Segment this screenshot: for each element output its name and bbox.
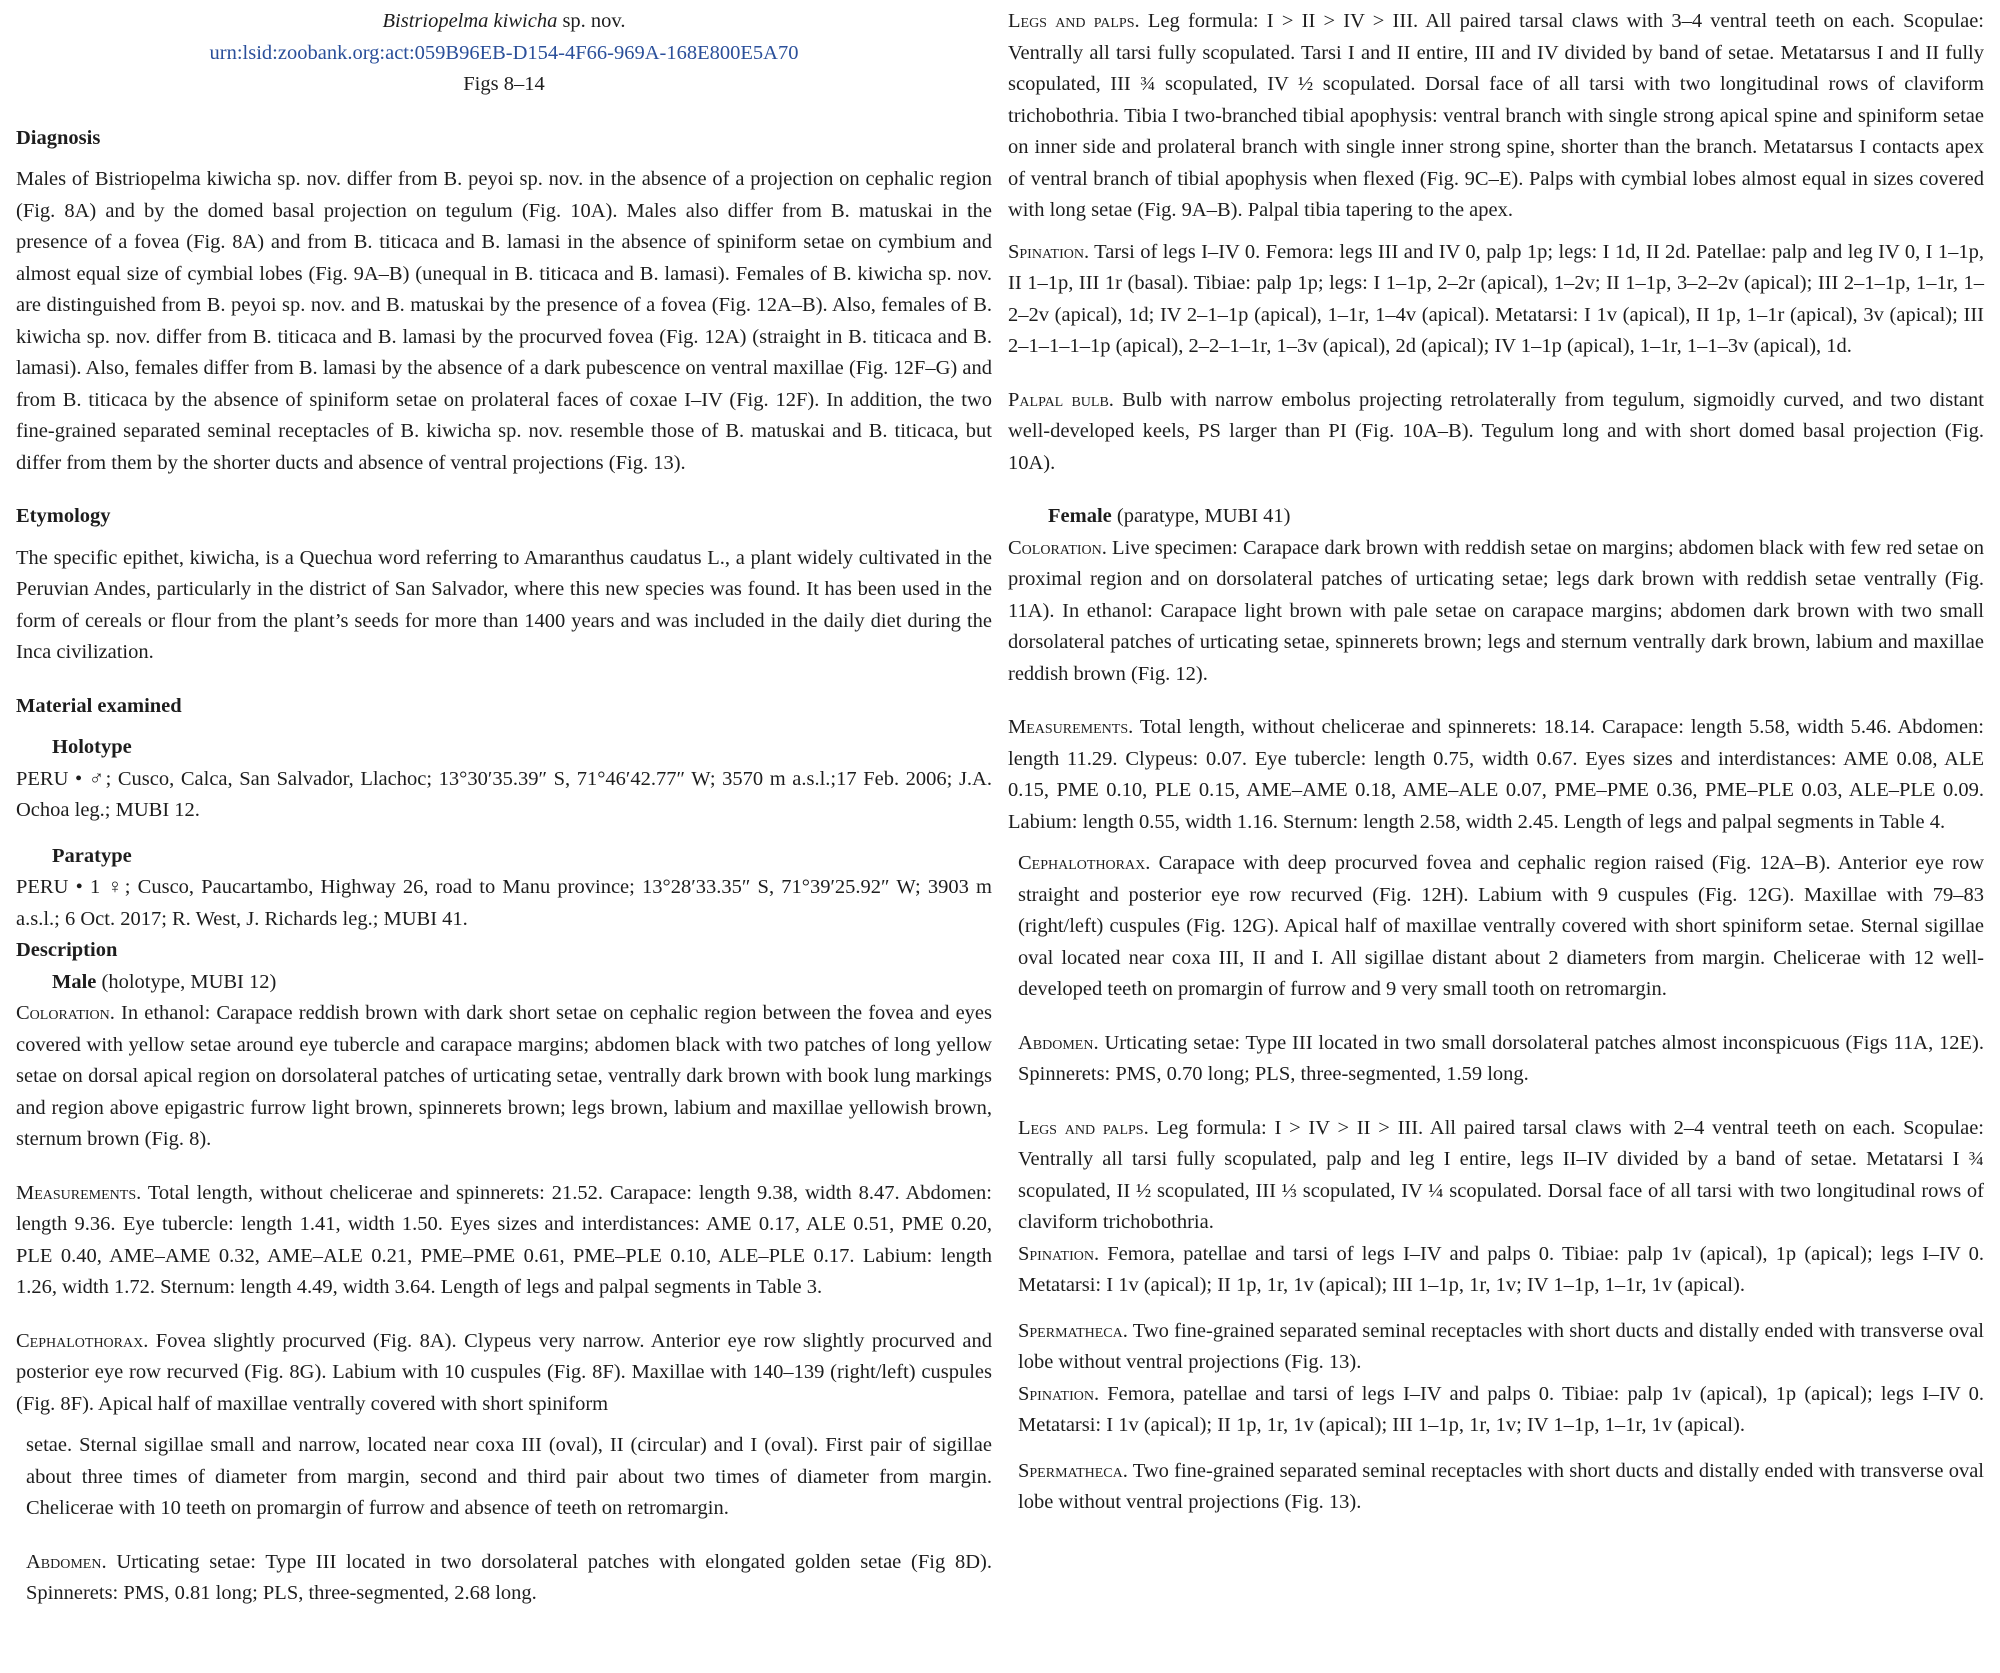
male-cephalothorax-label: Cephalothorax. — [16, 1329, 149, 1352]
male-palpal-bulb — [1008, 385, 1984, 480]
holotype-heading: Holotype — [52, 736, 132, 758]
female-spermatheca-repeat-text: Two fine-grained separated seminal receptacles with short ducts and distally ended with transverse oval lobe without ventral projections (Fig. 13). — [1018, 1459, 1984, 1513]
female-spermatheca — [1008, 1316, 1984, 1379]
female-spination-repeat-text: Femora, patellae and tarsi of legs I–IV and palps 0. Tibiae: palp 1v (apical), 1p (apical); legs I–IV 0. Metatarsi: I 1v (apical); II 1p, 1r, 1v (apical); III 1–1p, 1r, 1v; IV 1–1p, 1–1r, 1v (apical). — [1018, 1382, 1984, 1436]
female-spination-text: Femora, patellae and tarsi of legs I–IV and palps 0. Tibiae: palp 1v (apical), 1p (apical); legs I–IV 0. Metatarsi: I 1v (apical); II 1p, 1r, 1v (apical); III 1–1p, 1r, 1v; IV 1–1p, 1–1r, 1v (apical). — [1018, 1242, 1984, 1296]
male-cephalothorax-continued: setae. Sternal sigillae small and narrow, located near coxa III (oval), II (circular) and I (oval). First pair of sigillae about three times of diameter from margin, second and third pair about two times of diameter from margin. Chelicerae with 10 teeth on promargin of furrow and absence of teeth on retromargin. — [26, 1434, 992, 1519]
right-column — [1008, 6, 1984, 1519]
male-coloration — [16, 998, 992, 1156]
male-label: Male — [52, 970, 97, 993]
etymology-heading: Etymology — [16, 505, 111, 527]
female-measurements-text: Total length, without chelicerae and spinnerets: 18.14. Carapace: length 5.58, width 5.46. Abdomen: length 11.29. Clypeus: 0.07. Eye tubercle: length 0.75, width 0.67. Eyes sizes and interdistances: AME 0.08, ALE 0.15, PME 0.10, PLE 0.15, AME–AME 0.18, AME–ALE 0.07, PME–PME 0.36, PME–PLE 0.03, ALE–PLE 0.09. Labium: length 0.55, width 1.16. Sternum: length 2.58, width 2.45. Length of legs and palpal segments in Table 4. — [1008, 716, 1984, 833]
male-heading — [16, 967, 992, 999]
female-cephalothorax — [1008, 848, 1984, 1006]
female-subheading: (paratype, MUBI 41) — [1111, 505, 1291, 527]
female-coloration-text: Live specimen: Carapace dark brown with reddish setae on margins; abdomen black with few red setae on proximal region and on dorsolateral patches of urticating setae; legs dark brown with reddish setae ventrally (Fig. 11A). In ethanol: Carapace light brown with pale setae on carapace margins; abdomen dark brown with two small dorsolateral patches of urticating setae, spinnerets brown; legs and sternum ventrally dark brown, labium and maxillae reddish brown (Fig. 12). — [1008, 536, 1984, 685]
female-legs-text: Leg formula: I > IV > II > III. All paired tarsal claws with 2–4 ventral teeth on each. Scopulae: Ventrally all tarsi fully scopulated, palp and leg I entire, legs II–IV divided by a band of setae. Metatarsi I ¾ scopulated, II ½ scopulated, III ⅓ scopulated, IV ¼ scopulated. Dorsal face of all tarsi with two longitudinal rows of claviform trichobothria. — [1018, 1116, 1984, 1233]
male-spination — [1008, 237, 1984, 363]
female-heading — [1008, 501, 1984, 533]
female-spermatheca-text: Two fine-grained separated seminal receptacles with short ducts and distally ended with transverse oval lobe without ventral projections (Fig. 13). — [1018, 1319, 1984, 1373]
material-heading: Material examined — [16, 694, 182, 717]
male-coloration-label: Coloration. — [16, 1002, 115, 1024]
male-legs-label: Legs and palps. — [1008, 10, 1140, 32]
female-abdomen-text: Urticating setae: Type III located in two small dorsolateral patches almost inconspicuous (Figs 11A, 12E). Spinnerets: PMS, 0.70 long; PLS, three-segmented, 1.59 long. — [1018, 1031, 1984, 1085]
female-legs — [1008, 1113, 1984, 1239]
male-palpal-bulb-text: Bulb with narrow embolus projecting retrolaterally from tegulum, sigmoidly curved, and two distant well-developed keels, PS larger than PI (Fig. 10A–B). Tegulum long and with short domed basal projection (Fig. 10A). — [1008, 388, 1984, 474]
male-measurements-label: Measurements. — [16, 1181, 142, 1204]
female-measurements — [1008, 712, 1984, 838]
female-label: Female — [1048, 505, 1112, 527]
female-cephalothorax-text: Carapace with deep procurved fovea and cephalic region raised (Fig. 12A–B). Anterior eye row straight and posterior eye row recurved (Fig. 12H). Labium with 9 cuspules (Fig. 12G). Maxillae with 79–83 (right/left) cuspules (Fig. 12G). Apical half of maxillae ventrally covered with short spiniform setae. Sternal sigillae oval located near coxa III, II and I. All sigillae distant about 2 diameters from margin. Chelicerae with 12 well-developed teeth on promargin of furrow and 9 very small tooth on retromargin. — [1018, 852, 1984, 1000]
zoobank-urn[interactable]: urn:lsid:zoobank.org:act:059B96EB-D154-4F66-969A-168E800E5A70 — [209, 41, 799, 64]
male-measurements — [16, 1178, 992, 1304]
male-abdomen-text: Urticating setae: Type III located in two dorsolateral patches with elongated golden setae (Fig 8D). Spinnerets: PMS, 0.81 long; PLS, three-segmented, 2.68 long. — [26, 1550, 992, 1604]
etymology-text: The specific epithet, kiwicha, is a Quechua word referring to Amaranthus caudatus L., a plant widely cultivated in the Peruvian Andes, particularly in the district of San Salvador, where this new species was found. It has been used in the form of cereals or flour from the plant’s seeds for more than 1400 years and was included in the daily diet during the Inca civilization. — [16, 546, 992, 663]
figure-reference: Figs 8–14 — [463, 73, 545, 95]
paratype-heading: Paratype — [52, 844, 132, 867]
female-spination-repeat — [1008, 1379, 1984, 1442]
female-cephalothorax-label: Cephalothorax. — [1018, 852, 1151, 874]
male-legs — [1008, 6, 1984, 227]
species-title — [16, 6, 992, 38]
diagnosis-text: Males of Bistriopelma kiwicha sp. nov. differ from B. peyoi sp. nov. in the absence of a projection on cephalic region (Fig. 8A) and by the domed basal projection on tegulum (Fig. 10A). Males also differ from B. matuskai in the presence of a fovea (Fig. 8A) and from B. titicaca and B. lamasi in the absence of spiniform setae on cymbium and almost equal size of cymbial lobes (Fig. 9A–B) (unequal in B. titicaca and B. lamasi). Females of B. kiwicha sp. nov. are distinguished from B. peyoi sp. nov. and B. matuskai by the presence of a fovea (Fig. 12A–B). Also, females of B. kiwicha sp. nov. differ from B. titicaca and B. lamasi by the procurved fovea (Fig. 12A) (straight in B. titicaca and B. lamasi). Also, females differ from B. lamasi by the absence of a dark pubescence on ventral maxillae (Fig. 12F–G) and from B. titicaca by the absence of spiniform setae on prolateral faces of coxae I–IV (Fig. 12F). In addition, the two fine-grained separated seminal receptacles of B. kiwicha sp. nov. resemble those of B. matuskai and B. titicaca, but differ from them by the shorter ducts and absence of ventral projections (Fig. 13). — [16, 168, 992, 474]
male-legs-text: Leg formula: I > II > IV > III. All paired tarsal claws with 3–4 ventral teeth on each. Scopulae: Ventrally all tarsi fully scopulated. Tarsi I and II entire, III and IV divided by band of setae. Metatarsus I and II fully scopulated, III ¾ scopulated, IV ½ scopulated. Dorsal face of all tarsi with two longitudinal rows of claviform trichobothria. Tibia I two-branched tibial apophysis: ventral branch with single strong apical spine and spiniform setae on inner side and prolateral branch with single inner strong spine, shorter than the branch. Metatarsus I contacts apex of ventral branch of tibial apophysis when flexed (Fig. 9C–E). Palps with cymbial lobes almost equal in sizes covered with long setae (Fig. 9A–B). Palpal tibia tapering to the apex. — [1008, 10, 1984, 221]
female-abdomen-label: Abdomen. — [1018, 1031, 1099, 1054]
species-suffix: sp. nov. — [557, 10, 626, 32]
male-abdomen — [16, 1547, 992, 1610]
female-coloration — [1008, 533, 1984, 691]
female-abdomen — [1008, 1028, 1984, 1091]
holotype-text: PERU • ♂; Cusco, Calca, San Salvador, Llachoc; 13°30′35.39″ S, 71°46′42.77″ W; 3570 m a.s.l.;17 Feb. 2006; J.A. Ochoa leg.; MUBI 12. — [16, 767, 992, 821]
male-cephalothorax-text: Fovea slightly procurved (Fig. 8A). Clypeus very narrow. Anterior eye row slightly procurved and posterior eye row recurved (Fig. 8G). Labium with 10 cuspules (Fig. 8F). Maxillae with 140–139 (right/left) cuspules (Fig. 8F). Apical half of maxillae ventrally covered with short spiniform — [16, 1329, 992, 1415]
female-measurements-label: Measurements. — [1008, 716, 1134, 738]
paratype-text: PERU • 1 ♀; Cusco, Paucartambo, Highway 26, road to Manu province; 13°28′33.35″ S, 71°39′25.92″ W; 3903 m a.s.l.; 6 Oct. 2017; R. West, J. Richards leg.; MUBI 41. — [16, 876, 992, 930]
male-spination-label: Spination. — [1008, 240, 1090, 263]
female-spination — [1008, 1239, 1984, 1302]
diagnosis-heading: Diagnosis — [16, 126, 101, 149]
male-coloration-text: In ethanol: Carapace reddish brown with dark short setae on cephalic region between the fovea and eyes covered with yellow setae around eye tubercle and carapace margins; abdomen black with two patches of long yellow setae on dorsal apical region on dorsolateral patches of urticating setae, ventrally dark brown with book lung markings and region above epigastric furrow light brown, spinnerets brown; legs brown, labium and maxillae yellowish brown, sternum brown (Fig. 8). — [16, 1002, 992, 1150]
female-spermatheca-repeat — [1008, 1456, 1984, 1519]
male-spination-text: Tarsi of legs I–IV 0. Femora: legs III and IV 0, palp 1p; legs: I 1d, II 2d. Patellae: palp and leg IV 0, I 1–1p, II 1–1p, III 1r (basal). Tibiae: palp 1p; legs: I 1–1p, 2–2r (apical), 1–2v; II 1–1p, 3–2–2v (apical); III 2–1–1p, 1–1r, 1–2–2v (apical), 1d; IV 2–1–1p (apical), 1–1r, 1–4v (apical). Metatarsi: I 1v (apical), II 1p, 1–1r (apical), 3v (apical); III 2–1–1–1–1p (apical), 2–2–1–1r, 1–3v (apical), 2d (apical); IV 1–1p (apical), 1–1r, 1–1–3v (apical), 1d. — [1008, 240, 1984, 357]
left-column — [16, 6, 992, 1610]
male-palpal-bulb-label: Palpal bulb. — [1008, 388, 1114, 411]
female-spination-label: Spination. — [1018, 1242, 1100, 1265]
female-spermatheca-repeat-label: Spermatheca. — [1018, 1459, 1128, 1482]
female-coloration-label: Coloration. — [1008, 536, 1107, 559]
female-spination-repeat-label: Spination. — [1018, 1382, 1100, 1405]
male-abdomen-label: Abdomen. — [26, 1550, 107, 1573]
male-cephalothorax — [16, 1326, 992, 1421]
male-measurements-text: Total length, without chelicerae and spinnerets: 21.52. Carapace: length 9.38, width 8.47. Abdomen: length 9.36. Eye tubercle: length 1.41, width 1.50. Eyes sizes and interdistances: AME 0.17, ALE 0.51, PME 0.20, PLE 0.40, AME–AME 0.32, AME–ALE 0.21, PME–PME 0.61, PME–PLE 0.10, ALE–PLE 0.17. Labium: length 1.26, width 1.72. Sternum: length 4.49, width 3.64. Length of legs and palpal segments in Table 3. — [16, 1181, 992, 1298]
female-legs-label: Legs and palps. — [1018, 1116, 1149, 1139]
female-spermatheca-label: Spermatheca. — [1018, 1319, 1128, 1342]
species-name: Bistriopelma kiwicha — [382, 10, 558, 32]
male-subheading: (holotype, MUBI 12) — [96, 970, 277, 993]
description-heading: Description — [16, 939, 118, 961]
